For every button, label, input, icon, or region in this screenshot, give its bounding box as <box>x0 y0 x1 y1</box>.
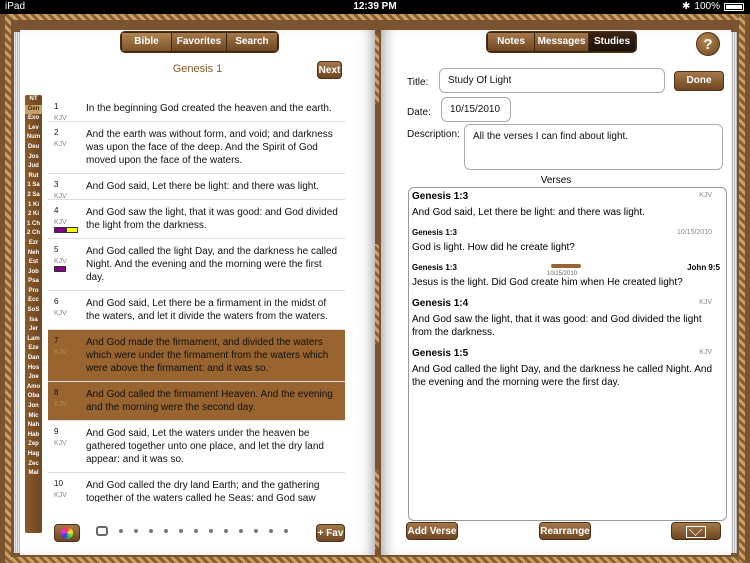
verse-version: KJV <box>54 193 67 200</box>
bottom-toolbar-left <box>48 522 345 544</box>
book-index-item[interactable]: Deu <box>27 143 40 150</box>
verse-number: 8 <box>54 388 59 397</box>
page-dot <box>254 529 258 533</box>
verse-row-1[interactable] <box>48 96 345 122</box>
envelope-icon <box>686 526 706 538</box>
status-bar <box>0 0 750 14</box>
book-index-item[interactable]: Hab <box>27 431 40 438</box>
title-label: Title: <box>407 77 429 88</box>
verse-row-9[interactable] <box>48 421 345 473</box>
verse-reference: Genesis 1:4 <box>412 298 469 309</box>
highlight-swatch-yellow <box>66 227 78 233</box>
link-arrow-icon <box>551 264 581 268</box>
page-dot <box>119 529 123 533</box>
book-index-item[interactable]: Pro <box>28 287 39 294</box>
tab-studies[interactable]: Studies <box>589 33 635 51</box>
verse-tag: KJV <box>699 192 712 199</box>
book-index-item[interactable]: Zec <box>28 460 39 467</box>
verse-number: 3 <box>54 180 59 189</box>
verse-text: And God called the light Day, and the darkness he called Night. And the evening and the morning were the first day. <box>86 246 338 283</box>
clock: 12:39 PM <box>353 1 397 12</box>
verses-heading: Verses <box>540 175 572 186</box>
page-indicator[interactable] <box>96 526 288 536</box>
book-index-item[interactable]: Jud <box>28 163 39 170</box>
description-label: Description: <box>407 129 460 140</box>
verse-tag: KJV <box>699 299 712 306</box>
verse-text: And God said, Let there be light: and there was light. <box>412 207 645 218</box>
book-index-item[interactable]: Num <box>26 134 41 141</box>
device-name: iPad <box>5 1 26 12</box>
tab-notes[interactable]: Notes <box>488 33 534 51</box>
color-picker-button[interactable] <box>54 524 80 542</box>
book-index-item[interactable]: 2 Ch <box>26 230 40 237</box>
verse-number: 10 <box>54 479 63 488</box>
bluetooth-icon: ✱ <box>682 1 691 12</box>
verse-row-4[interactable] <box>48 200 345 239</box>
book-index-item[interactable]: Jos <box>28 153 39 160</box>
book-index-item[interactable]: Lev <box>28 124 39 131</box>
note-text: God is light. How did he create light? <box>412 242 575 253</box>
verse-row-8[interactable] <box>48 382 345 421</box>
study-verse-item[interactable] <box>409 295 726 345</box>
verse-row-6[interactable] <box>48 291 345 330</box>
verse-version: KJV <box>54 258 67 265</box>
color-wheel-icon <box>61 527 73 539</box>
tab-messages[interactable]: Messages <box>535 33 588 51</box>
study-verse-item[interactable] <box>409 188 726 225</box>
book-index-item[interactable]: Jer <box>28 326 38 333</box>
book-index-item[interactable]: Hag <box>27 450 40 457</box>
study-note-item[interactable] <box>409 225 726 260</box>
book-index-item[interactable]: Oba <box>27 393 40 400</box>
book-index-item[interactable]: Isa <box>29 316 38 323</box>
verse-text: And God made the firmament, and divided the waters which were under the firmament from the waters which were above the firmament: and it was so. <box>86 337 329 374</box>
page-dot <box>194 529 198 533</box>
study-verse-item[interactable] <box>409 345 726 395</box>
tab-favorites[interactable]: Favorites <box>172 33 226 51</box>
verse-number: 1 <box>54 102 59 111</box>
add-verse-button[interactable]: Add Verse <box>406 522 458 540</box>
verse-tag: KJV <box>699 349 712 356</box>
verse-text: And God said, Let there be light: and there was light. <box>86 181 319 192</box>
verse-number: 6 <box>54 297 59 306</box>
rope-top <box>6 14 744 20</box>
book-index-item[interactable]: Mal <box>28 470 39 477</box>
book-index-item[interactable]: 1 Sa <box>27 182 40 189</box>
verse-row-2[interactable] <box>48 122 345 174</box>
date-field[interactable]: 10/15/2010 <box>441 97 511 122</box>
slider-handle-icon[interactable] <box>96 526 108 536</box>
verse-text: And God saw the light, that it was good: and God divided the light from the darkness. <box>412 314 702 338</box>
book-index-item[interactable]: 2 Ki <box>27 211 39 218</box>
verse-text: And God called the dry land Earth; and the gathering together of the waters called he Seas: and God saw <box>86 480 320 502</box>
rope-right <box>739 14 745 563</box>
verse-reference: Genesis 1:3 <box>412 191 469 202</box>
verse-number: 5 <box>54 245 59 254</box>
verse-version: KJV <box>54 310 67 317</box>
link-from-reference: Genesis 1:3 <box>412 263 457 272</box>
battery-icon <box>724 3 744 11</box>
verse-row-3[interactable] <box>48 174 345 200</box>
help-button[interactable]: ? <box>696 32 720 56</box>
book-index-item[interactable]: SoS <box>27 307 40 314</box>
verse-version: KJV <box>54 349 67 356</box>
book-index-item[interactable]: Ecc <box>28 297 39 304</box>
page-dot <box>179 529 183 533</box>
highlight-swatch-purple <box>54 266 66 272</box>
verse-version: KJV <box>54 141 67 148</box>
verse-text: And God called the firmament Heaven. And the evening and the morning were the second day. <box>86 389 333 413</box>
book-index-item[interactable]: 2 Sa <box>27 191 40 198</box>
book-index-item[interactable]: 1 Ch <box>26 220 40 227</box>
book-index-item[interactable]: Hos <box>27 364 40 371</box>
book-index-item[interactable]: Gen <box>25 105 42 115</box>
page-dot <box>239 529 243 533</box>
verse-reference: Genesis 1:5 <box>412 348 469 359</box>
book-index-item[interactable]: Dan <box>27 355 40 362</box>
book <box>0 14 750 563</box>
page-dot <box>284 529 288 533</box>
verse-row-7[interactable] <box>48 330 345 382</box>
page-dot <box>209 529 213 533</box>
chapter-title: Genesis 1 <box>172 63 223 75</box>
book-index-item[interactable]: Neh <box>27 249 40 256</box>
verse-text: In the beginning God created the heaven and the earth. <box>86 103 332 114</box>
verse-row-10[interactable] <box>48 473 345 502</box>
verse-text: And God said, Let there be a firmament in the midst of the waters, and let it divide the waters from the waters. <box>86 298 328 322</box>
book-index-item[interactable]: Exo <box>27 115 39 122</box>
battery-percent: 100% <box>694 1 720 12</box>
page-dot <box>224 529 228 533</box>
verse-version: KJV <box>54 219 67 226</box>
page-edge-right <box>731 32 737 553</box>
verse-version: KJV <box>54 401 67 408</box>
verse-version: KJV <box>54 492 67 499</box>
book-index-item[interactable]: Mic <box>28 412 39 419</box>
description-field[interactable]: All the verses I can find about light. <box>464 124 723 170</box>
verse-number: 4 <box>54 206 59 215</box>
tab-bible[interactable]: Bible <box>122 33 171 51</box>
book-index-item[interactable]: Rut <box>28 172 39 179</box>
verse-number: 9 <box>54 427 59 436</box>
done-button[interactable]: Done <box>674 71 724 91</box>
verse-version: KJV <box>54 115 67 122</box>
book-index-item[interactable]: Psa <box>28 278 39 285</box>
book-index-item[interactable]: 1 Ki <box>27 201 39 208</box>
rope-bottom <box>6 557 744 563</box>
date-label: Date: <box>407 107 431 118</box>
verse-text: And God called the light Day, and the darkness he called Night. And the evening and the morning were the first day. <box>412 364 713 388</box>
book-index-item[interactable]: Amo <box>26 383 41 390</box>
page-dot <box>149 529 153 533</box>
book-index-item[interactable]: Jon <box>28 403 39 409</box>
next-button[interactable]: Next <box>317 61 342 79</box>
verse-list <box>48 96 345 502</box>
book-index-item[interactable]: Ezr <box>28 239 39 246</box>
verse-row-5[interactable] <box>48 239 345 291</box>
bible-page <box>20 30 375 555</box>
book-index-item[interactable]: Zep <box>28 441 39 448</box>
verse-version: KJV <box>54 440 67 447</box>
note-date: 10/15/2010 <box>676 229 712 236</box>
tab-search[interactable]: Search <box>227 33 277 51</box>
book-index-item[interactable]: Eze <box>28 345 39 352</box>
link-date: 10/15/2010 <box>547 271 578 277</box>
book-index-item[interactable]: Lam <box>27 335 40 342</box>
study-page <box>381 30 731 555</box>
book-index-item[interactable]: Est <box>28 259 39 266</box>
highlight-swatch-purple <box>54 227 66 233</box>
verse-number: 7 <box>54 336 59 345</box>
book-index-item[interactable]: Job <box>28 268 39 275</box>
verse-number: 2 <box>54 128 59 137</box>
verse-text: And God saw the light, that it was good: and God divided the light from the darkness. <box>86 207 338 231</box>
bible-tab-bar <box>120 31 279 53</box>
rope-left <box>5 14 11 563</box>
book-index-item[interactable]: NT <box>29 96 38 102</box>
verse-text: And the earth was without form, and void; and darkness was upon the face of the deep. And the Spirit of God moved upon the face of the waters. <box>86 129 333 166</box>
note-reference: Genesis 1:3 <box>412 228 457 237</box>
page-dot <box>164 529 168 533</box>
book-index-item[interactable]: Nah <box>27 422 40 429</box>
page-dot <box>134 529 138 533</box>
study-verses-list[interactable] <box>408 187 727 521</box>
link-to-reference: John 9:5 <box>687 263 720 272</box>
study-link-item[interactable] <box>409 260 726 295</box>
book-index[interactable] <box>25 95 42 533</box>
add-favorite-button[interactable]: + Fav <box>316 524 345 542</box>
rearrange-button[interactable]: Rearrange <box>539 522 591 540</box>
title-field[interactable]: Study Of Light <box>439 68 665 93</box>
email-button[interactable] <box>671 522 721 540</box>
battery-status <box>682 1 744 12</box>
page-dot <box>269 529 273 533</box>
verse-text: And God said, Let the waters under the heaven be gathered together unto one place, and let the dry land appear: and it was so. <box>86 428 324 465</box>
book-index-item[interactable]: Joe <box>28 374 39 381</box>
study-tab-bar <box>486 31 637 53</box>
link-text: Jesus is the light. Did God create him when He created light? <box>412 277 683 288</box>
